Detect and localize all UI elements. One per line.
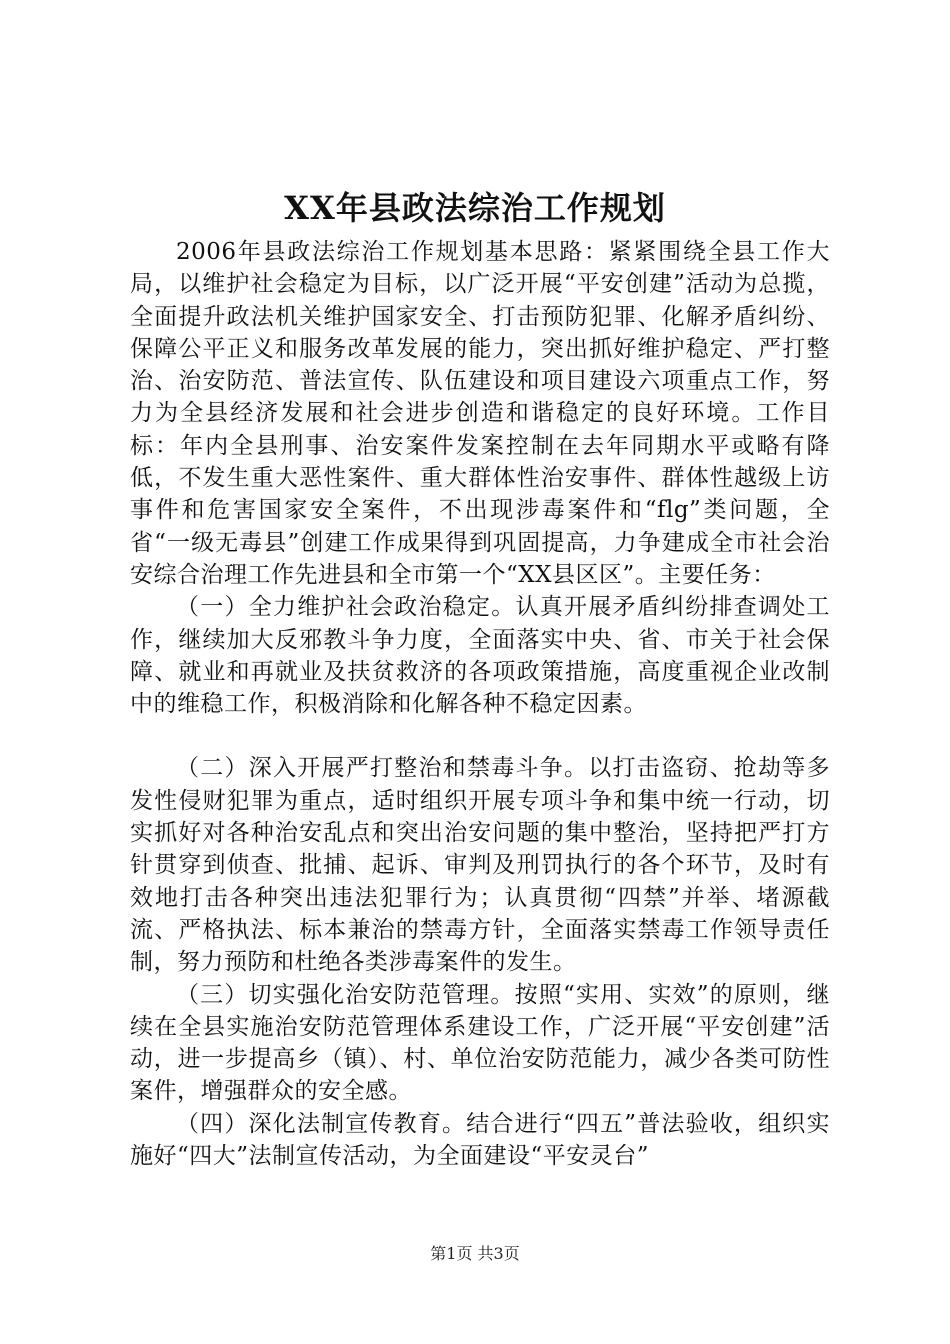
paragraph-task-1: （一）全力维护社会政治稳定。认真开展矛盾纠纷排查调处工作，继续加大反邪教斗争力度，全面落实中央、省、市关于社会保障、就业和再就业及扶贫救济的各项政策措施，高度重视企业改制中的维稳工作，积极消除和化解各种不稳定因素。 (130, 594, 830, 718)
page-number-footer: 第1页 共3页 (430, 1244, 520, 1263)
paragraph-overview: 2006年县政法综治工作规划基本思路：紧紧围绕全县工作大局，以维护社会稳定为目标，以广泛开展“平安创建”活动为总揽，全面提升政法机关维护国家安全、打击预防犯罪、化解矛盾纠纷、保障公平正义和服务改革发展的能力，突出抓好维护稳定、严打整治、治安防范、普法宣传、队伍建设和项目建设六项重点工作，努力为全县经济发展和社会进步创造和谐稳定的良好环境。工作目标：年内全县刑事、治安案件发案控制在去年同期水平或略有降低，不发生重大恶性案件、重大群体性治安事件、群体性越级上访事件和危害国家安全案件，不出现涉毒案件和“flg”类问题，全省“一级无毒县”创建工作成果得到巩固提高，力争建成全市社会治安综合治理工作先进县和全市第一个“XX县区区”。主要任务： (130, 239, 830, 588)
document-title: XX年县政法综治工作规划 (284, 189, 666, 227)
paragraph-task-2: （二）深入开展严打整治和禁毒斗争。以打击盗窃、抢劫等多发性侵财犯罪为重点，适时组织开展专项斗争和集中统一行动，切实抓好对各种治安乱点和突出治安问题的集中整治，坚持把严打方针贯穿到侦查、批捕、起诉、审判及刑罚执行的各个环节，及时有效地打击各种突出违法犯罪行为；认真贯彻“四禁”并举、堵源截流、严格执法、标本兼治的禁毒方针，全面落实禁毒工作领导责任制，努力预防和杜绝各类涉毒案件的发生。 (130, 755, 830, 976)
paragraph-task-3: （三）切实强化治安防范管理。按照“实用、实效”的原则，继续在全县实施治安防范管理体系建设工作，广泛开展“平安创建”活动，进一步提高乡（镇）、村、单位治安防范能力，减少各类可防性案件，增强群众的安全感。 (130, 981, 830, 1105)
paragraph-task-4: （四）深化法制宣传教育。结合进行“四五”普法验收，组织实施好“四大”法制宣传活动，为全面建设“平安灵台” (130, 1110, 830, 1170)
document-body (130, 236, 830, 1172)
